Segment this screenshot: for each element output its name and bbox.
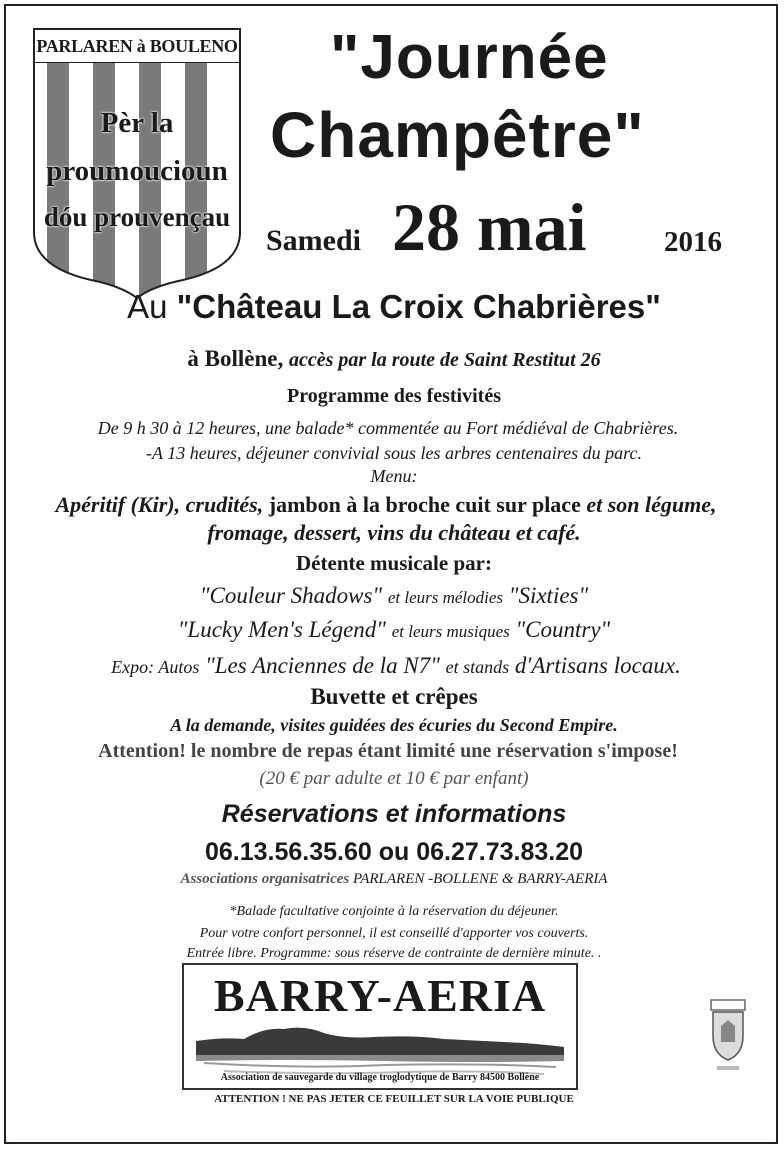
menu-item-jambon: jambon à la broche cuit sur place [268,492,581,517]
band-1-mid: et leurs mélodies [387,588,504,607]
logo-title: PARLAREN à BOULENO [33,28,241,64]
town-name: à Bollène, [187,346,284,371]
town-crest-icon [703,996,753,1076]
event-day: Samedi [266,224,362,257]
expo-label: Expo: Autos [111,657,200,677]
logo-line-2: proumoucioun [46,155,228,187]
title-line-1: "Journée [330,23,609,92]
program-line-1: De 9 h 30 à 12 heures, une balade* commentée au Fort médiéval de Chabrières. [97,418,679,438]
town-line [24,346,764,372]
visits-line: A la demande, visites guidées des écuries du Second Empire. [170,715,618,735]
band-2-line [24,617,764,643]
band-2-style: "Country" [515,617,611,642]
music-heading: Détente musicale par: [296,551,492,575]
program-heading: Programme des festivités [286,385,501,407]
logo-line-3: dóu prouvençau [43,202,231,232]
associations-line [24,871,764,888]
barry-aeria-logo [182,963,578,1090]
expo-line [26,653,766,679]
menu-item-aperitif: Apéritif (Kir), crudités, [55,492,264,517]
note-line-2: Pour votre confort personnel, il est conseillé d'apporter vos couverts. [199,926,589,941]
phone-numbers: 06.13.56.35.60 ou 06.27.73.83.20 [204,838,584,866]
menu-item-legume: et son légume, [586,492,717,517]
note-line-1: *Balade facultative conjointe à la réservation du déjeuner. [229,904,559,919]
barry-aeria-title: BARRY-AERIA [213,970,547,1021]
buvette-line: Buvette et crêpes [310,684,478,709]
footer-warning: ATTENTION ! NE PAS JETER CE FEUILLET SUR LA VOIE PUBLIQUE [214,1093,574,1105]
event-year: 2016 [664,226,722,258]
venue-line [24,288,764,326]
event-date: 28 mai [392,189,587,265]
band-1-style: "Sixties" [508,583,589,608]
menu-line-2: fromage, dessert, vins du château et café. [207,520,581,545]
reservations-heading: Réservations et informations [221,800,567,828]
menu-label: Menu: [370,466,418,486]
band-2-mid: et leurs musiques [391,622,510,641]
band-1-line [24,583,764,609]
attention-line: Attention! le nombre de repas étant limité une réservation s'impose! [98,740,678,762]
note-line-3: Entrée libre. Programme: sous réserve de contrainte de dernière minute. . [186,946,602,961]
parlaren-logo [33,28,243,273]
prices-line: (20 € par adulte et 10 € par enfant) [259,768,529,789]
access-route: accès par la route de Saint Restitut 26 [288,349,601,371]
band-1-name: "Couleur Shadows" [199,583,383,608]
expo-mid: et stands [445,657,510,677]
expo-title: "Les Anciennes de la N7" [205,653,440,678]
associations-label: Associations organisatrices [180,871,350,887]
venue-prefix: Au [127,288,168,325]
band-2-name: "Lucky Men's Légend" [177,617,386,642]
associations-names: PARLAREN -BOLLENE & BARRY-AERIA [352,871,608,887]
title-line-2: Champêtre" [270,99,645,171]
expo-artisans: d'Artisans locaux. [514,653,681,678]
menu-line-1 [16,492,756,518]
barry-aeria-subtitle: Association de sauvegarde du village troglodytique de Barry 84500 Bollène [220,1072,540,1083]
logo-line-1: Pèr la [100,107,174,139]
program-line-2: -A 13 heures, déjeuner convivial sous les arbres centenaires du parc. [146,443,642,463]
venue-name: "Château La Croix Chabrières" [176,288,661,325]
